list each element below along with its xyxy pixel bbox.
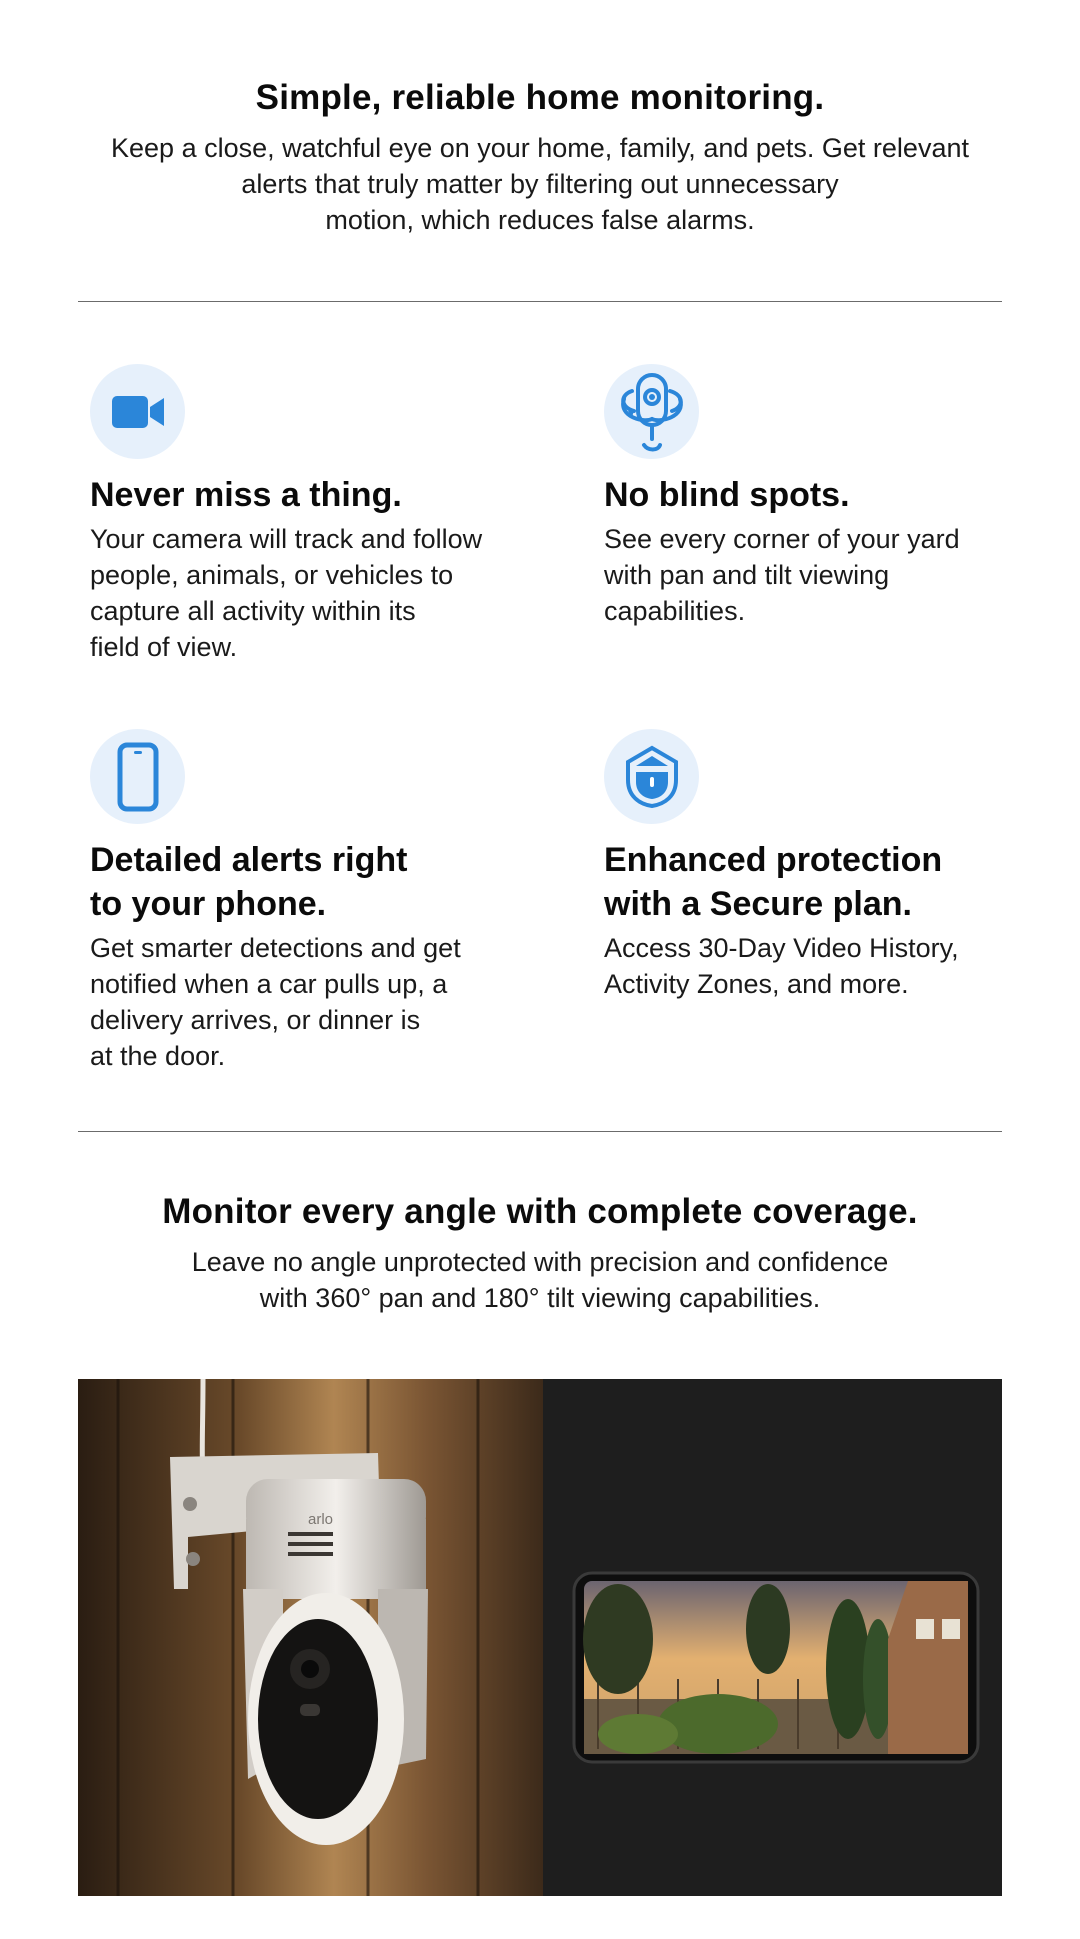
feature-title: No blind spots. [604, 476, 850, 514]
camera-brand-label: arlo [308, 1511, 334, 1528]
feature-description: Get smarter detections and get notified when a car pulls up, a delivery arrives, or dinner is at the door. [90, 933, 461, 1071]
feature-detailed-alerts [90, 729, 510, 1074]
coverage-text: Leave no angle unprotected with precision and confidence with 360° pan and 180° tilt viewing capabilities. [191, 1247, 889, 1313]
coverage-section [0, 1192, 1080, 1316]
smartphone-icon [90, 729, 185, 824]
feature-title: Enhanced protection with a Secure plan. [604, 841, 943, 923]
feature-description: Your camera will track and follow people, animals, or vehicles to capture all activity within its field of view. [90, 524, 483, 662]
video-camera-icon [90, 364, 185, 459]
secure-home-shield-icon [604, 729, 699, 824]
feature-no-blind-spots [604, 364, 1024, 629]
intro-section [0, 78, 1080, 238]
intro-heading: Simple, reliable home monitoring. [255, 78, 825, 117]
divider [78, 1131, 1002, 1132]
feature-description: See every corner of your yard with pan and tilt viewing capabilities. [604, 524, 960, 626]
coverage-heading: Monitor every angle with complete coverage. [162, 1192, 918, 1231]
product-hero-image [78, 1379, 1002, 1896]
intro-text: Keep a close, watchful eye on your home, family, and pets. Get relevant alerts that truly matter by filtering out unnecessary motion, which reduces false alarms. [111, 133, 969, 235]
feature-description: Access 30-Day Video History, Activity Zones, and more. [604, 933, 959, 999]
pan-tilt-camera-icon [604, 364, 699, 459]
divider [78, 301, 1002, 302]
feature-never-miss [90, 364, 510, 665]
feature-secure-plan [604, 729, 1024, 1002]
feature-title: Never miss a thing. [90, 476, 402, 514]
feature-title: Detailed alerts right to your phone. [90, 841, 408, 923]
